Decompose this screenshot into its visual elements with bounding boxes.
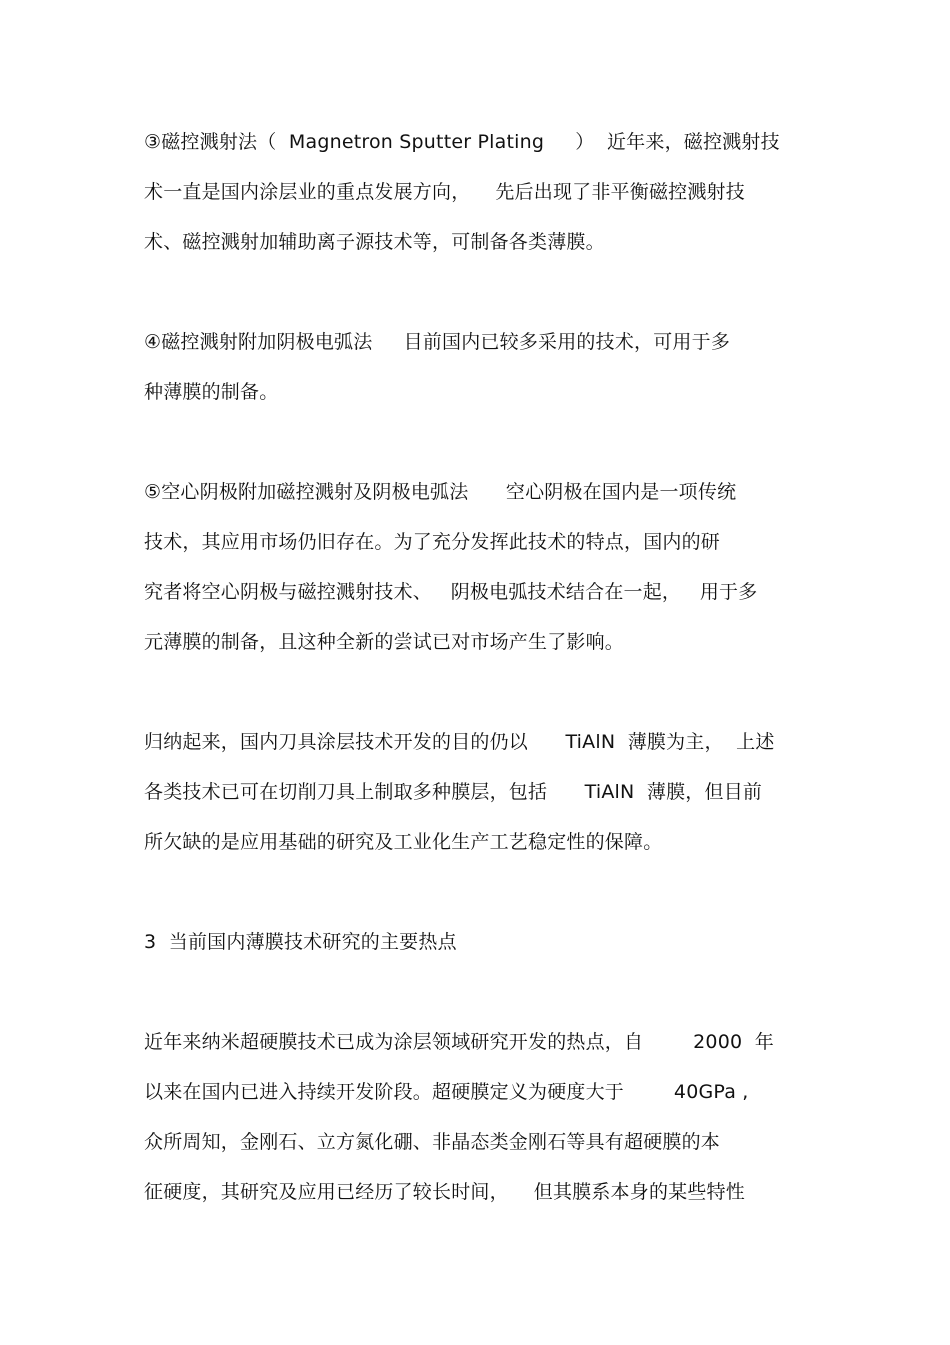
paragraph-nano-line-4: 征硬度，其研究及应用已经历了较长时间， 但其膜系本身的某些特性 [144, 1181, 745, 1203]
paragraph-hollow-cathode-line-4: 元薄膜的制备，且这种全新的尝试已对市场产生了影响。 [144, 631, 625, 653]
paragraph-nano-line-2: 以来在国内已进入持续开发阶段。超硬膜定义为硬度大于 40GPa , [144, 1081, 749, 1103]
paragraph-summary-line-1: 归纳起来，国内刀具涂层技术开发的目的仍以 TiAlN 薄膜为主， 上述 [144, 731, 775, 753]
paragraph-magnetron-line-3: 术、磁控溅射加辅助离子源技术等，可制备各类薄膜。 [144, 231, 605, 253]
paragraph-magnetron-line-2: 术一直是国内涂层业的重点发展方向， 先后出现了非平衡磁控溅射技 [144, 181, 745, 203]
paragraph-cathodic-arc-line-1: ④磁控溅射附加阴极电弧法 目前国内已较多采用的技术，可用于多 [144, 331, 731, 353]
section-heading-3: 3 当前国内薄膜技术研究的主要热点 [144, 931, 457, 953]
paragraph-hollow-cathode-line-2: 技术，其应用市场仍旧存在。为了充分发挥此技术的特点，国内的研 [144, 531, 721, 553]
paragraph-nano-line-1: 近年来纳米超硬膜技术已成为涂层领域研究开发的热点，自 2000 年 [144, 1031, 774, 1053]
paragraph-summary-line-3: 所欠缺的是应用基础的研究及工业化生产工艺稳定性的保障。 [144, 831, 663, 853]
paragraph-hollow-cathode-line-3: 究者将空心阴极与磁控溅射技术、 阴极电弧技术结合在一起， 用于多 [144, 581, 758, 603]
paragraph-nano-line-3: 众所周知，金刚石、立方氮化硼、非晶态类金刚石等具有超硬膜的本 [144, 1131, 721, 1153]
paragraph-summary-line-2: 各类技术已可在切削刀具上制取多种膜层，包括 TiAlN 薄膜，但目前 [144, 781, 763, 803]
paragraph-magnetron-line-1: ③磁控溅射法（ Magnetron Sputter Plating ） 近年来，磁控溅射技 [144, 131, 780, 153]
paragraph-hollow-cathode-line-1: ⑤空心阴极附加磁控溅射及阴极电弧法 空心阴极在国内是一项传统 [144, 481, 737, 503]
paragraph-cathodic-arc-line-2: 种薄膜的制备。 [144, 381, 279, 403]
